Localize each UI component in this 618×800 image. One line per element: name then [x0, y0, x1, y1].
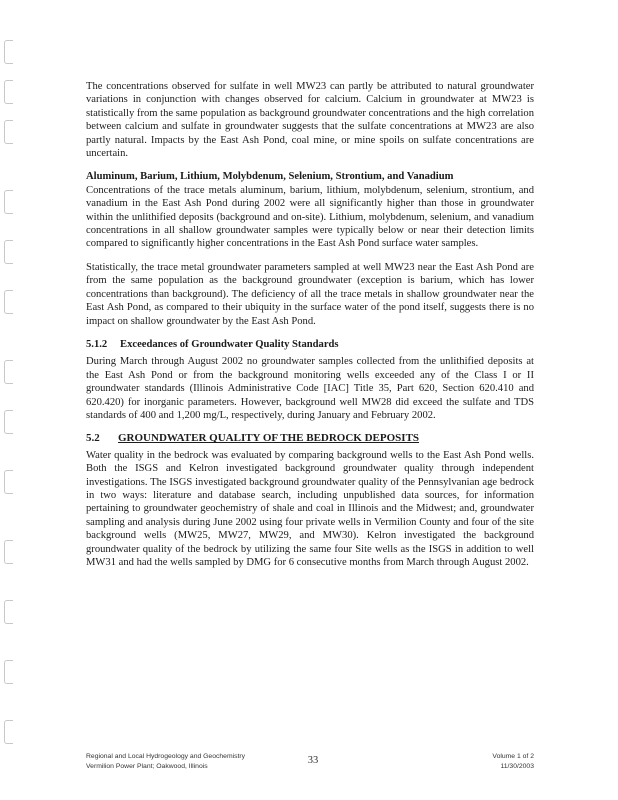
- section-number: 5.2: [86, 432, 100, 445]
- page-footer: [86, 752, 534, 782]
- subsection-number: 5.1.2: [86, 338, 108, 350]
- paragraph-trace-metals: Concentrations of the trace metals aluminum, barium, lithium, molybdenum, selenium, strontium, and vanadium in the East Ash Pond during 2002 were all significantly higher than those in groundwater within the unlithified deposits (background and on-site). Lithium, molybdenum, selenium, and vanadium concentrations in all shallow groundwater samples were typically below or near their detection limits compared to significantly higher concentrations in the East Ash Pond surface water samples.: [86, 184, 534, 250]
- footer-volume: Volume 1 of 2: [492, 753, 534, 760]
- binder-mark: [4, 120, 13, 144]
- binder-mark: [4, 40, 13, 64]
- subsection-title: Exceedances of Groundwater Quality Standards: [120, 338, 339, 350]
- paragraph-exceedances: During March through August 2002 no groundwater samples collected from the unlithified deposits at the East Ash Pond or from the background monitoring wells exceeded any of the Class I or II groundwater standards (Illinois Administrative Code [IAC] Title 35, Part 620, Section 620.410 and 620.420) for inorganic parameters. However, background well MW28 did exceed the sulfate and TDS standards of 400 and 1,200 mg/L, respectively, during January and February 2002.: [86, 356, 534, 421]
- footer-right: [492, 752, 534, 772]
- footer-left: [86, 752, 245, 772]
- section-heading: [86, 432, 534, 445]
- paragraph-sulfate: The concentrations observed for sulfate in well MW23 can partly be attributed to natural groundwater variations in conjunction with changes observed for calcium. Calcium in groundwater at MW23 is statistically from the same population as background groundwater concentrations and the high correlation between calcium and sulfate in groundwater suggests that the sulfate concentrations at MW23 are also partly natural. Impacts by the East Ash Pond, coal mine, or mine spoils on sulfate concentrations are uncertain.: [86, 81, 534, 160]
- metals-heading: Aluminum, Barium, Lithium, Molybdenum, Selenium, Strontium, and Vanadium: [86, 171, 454, 183]
- footer-date: 11/30/2003: [500, 763, 534, 770]
- paragraph-bedrock: Water quality in the bedrock was evaluated by comparing background wells to the East Ash Pond wells. Both the ISGS and Kelron investigated background groundwater quality through independent investigations. The ISGS investigated background groundwater quality of the Pennsylvanian age bedrock in two ways: literature and database search, including unpublished data sources, for information pertaining to groundwater geochemistry of shale and coal in Illinois and the Midwest; and, groundwater sampling and analysis during June 2002 using four private wells in Vermilion County and four of the site background wells (MW25, MW27, MW29, and MW30). Kelron investigated the background groundwater quality of the bedrock by utilizing the same four Site wells as the ISGS in addition to well MW31 and had the wells sampled by DMG for 6 consecutive months from March through August 2002.: [86, 449, 534, 568]
- binder-mark: [4, 660, 13, 684]
- binder-mark: [4, 240, 13, 264]
- page-number: 33: [307, 755, 319, 766]
- body-text: [86, 80, 534, 579]
- binder-mark: [4, 600, 13, 624]
- binder-mark: [4, 410, 13, 434]
- binder-mark: [4, 360, 13, 384]
- section-title: GROUNDWATER QUALITY OF THE BEDROCK DEPOSITS: [118, 432, 420, 445]
- footer-location: Vermilion Power Plant; Oakwood, Illinois: [86, 763, 208, 770]
- binder-mark: [4, 80, 13, 104]
- binder-mark: [4, 470, 13, 494]
- footer-report-title: Regional and Local Hydrogeology and Geochemistry: [86, 753, 246, 760]
- binder-mark: [4, 720, 13, 744]
- binder-mark: [4, 190, 13, 214]
- paragraph-statistics: Statistically, the trace metal groundwater parameters sampled at well MW23 near the East Ash Pond are from the same population as the background groundwater (exception is barium, which has lower concentrations than background). The deficiency of all the trace metals in shallow groundwater near the East Ash Pond, as compared to their ubiquity in the surface water of the pond itself, suggests there is no impact on shallow groundwater by the East Ash Pond.: [86, 261, 534, 327]
- binder-mark: [4, 540, 13, 564]
- binder-mark: [4, 290, 13, 314]
- subsection-heading: [86, 338, 534, 351]
